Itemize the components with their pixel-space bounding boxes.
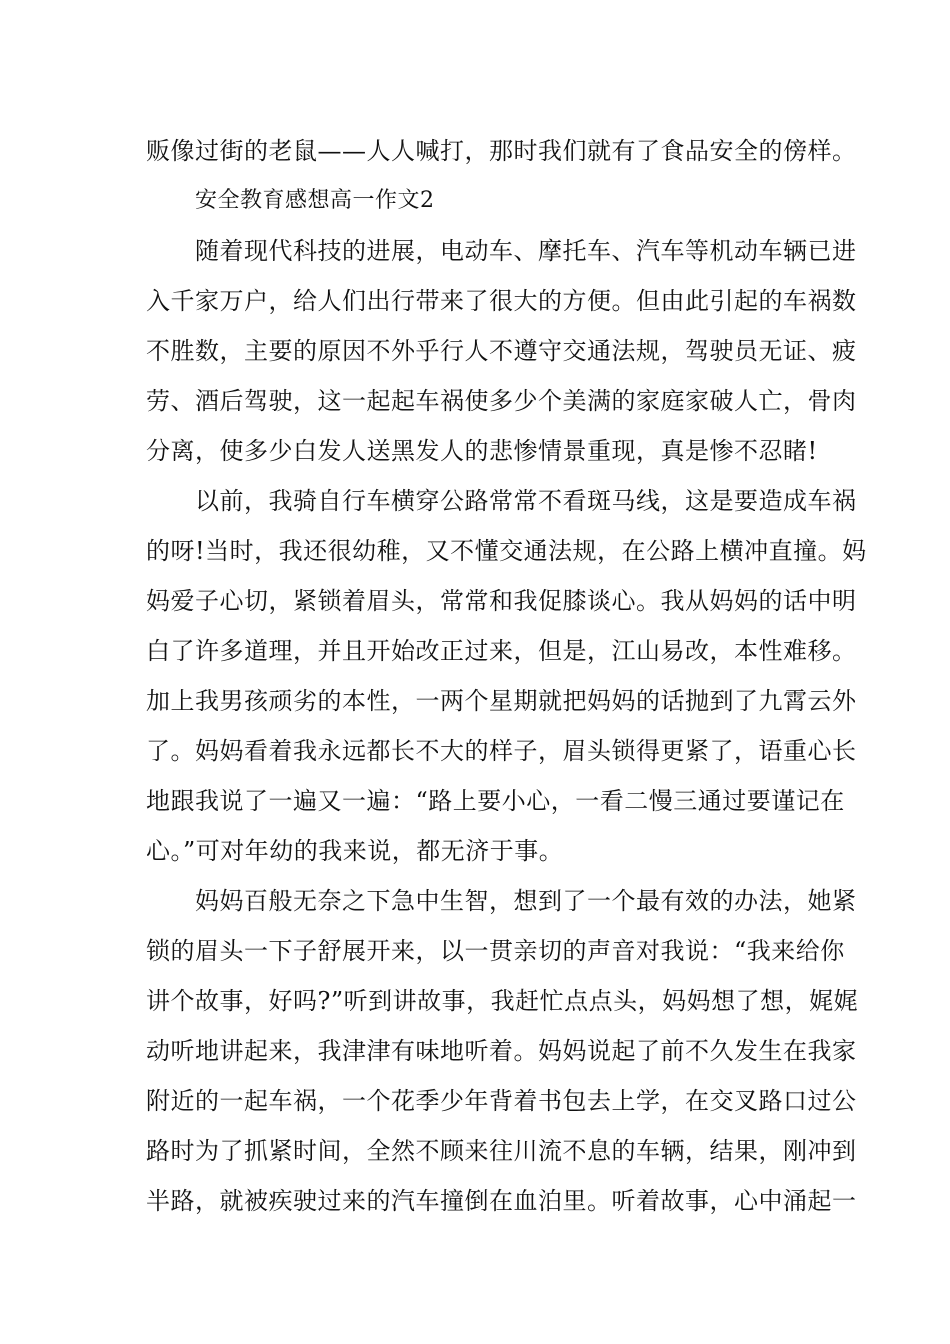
text-line: 加上我男孩顽劣的本性，一两个星期就把妈妈的话抛到了九霄云外 [146, 687, 857, 715]
text-line: 分离，使多少白发人送黑发人的悲惨情景重现，真是惨不忍睹! [146, 437, 818, 465]
text-line: 心。”可对年幼的我来说，都无济于事。 [146, 837, 564, 865]
text-line: 不胜数，主要的原因不外乎行人不遵守交通法规，驾驶员无证、疲 [146, 337, 857, 365]
section-title: 安全教育感想高一作文2 [195, 188, 435, 213]
text-line: 锁的眉头一下子舒展开来，以一贯亲切的声音对我说：“我来给你 [146, 937, 845, 965]
text-line: 了。妈妈看着我永远都长不大的样子，眉头锁得更紧了，语重心长 [146, 737, 857, 765]
text-line: 路时为了抓紧时间，全然不顾来往川流不息的车辆，结果，刚冲到 [146, 1137, 857, 1165]
text-line: 附近的一起车祸，一个花季少年背着书包去上学，在交叉路口过公 [146, 1087, 857, 1115]
text-line: 劳、酒后驾驶，这一起起车祸使多少个美满的家庭家破人亡，骨肉 [146, 387, 857, 415]
text-line: 以前，我骑自行车横穿公路常常不看斑马线，这是要造成车祸 [195, 487, 857, 515]
text-line: 妈妈百般无奈之下急中生智，想到了一个最有效的办法，她紧 [195, 887, 857, 915]
text-line: 贩像过街的老鼠——人人喊打，那时我们就有了食品安全的傍样。 [146, 137, 857, 165]
text-line: 动听地讲起来，我津津有味地听着。妈妈说起了前不久发生在我家 [146, 1037, 857, 1065]
text-line: 地跟我说了一遍又一遍：“路上要小心，一看二慢三通过要谨记在 [146, 787, 845, 815]
text-line: 入千家万户，给人们出行带来了很大的方便。但由此引起的车祸数 [146, 287, 857, 315]
text-line: 的呀!当时，我还很幼稚，又不懂交通法规，在公路上横冲直撞。妈 [146, 537, 867, 565]
text-line: 随着现代科技的进展，电动车、摩托车、汽车等机动车辆已进 [195, 237, 857, 265]
text-line: 白了许多道理，并且开始改正过来，但是，江山易改，本性难移。 [146, 637, 857, 665]
text-line: 讲个故事，好吗?”听到讲故事，我赶忙点点头，妈妈想了想，娓娓 [146, 987, 859, 1015]
text-line: 妈爱子心切，紧锁着眉头，常常和我促膝谈心。我从妈妈的话中明 [146, 587, 857, 615]
text-line: 半路，就被疾驶过来的汽车撞倒在血泊里。听着故事，心中涌起一 [146, 1187, 857, 1215]
